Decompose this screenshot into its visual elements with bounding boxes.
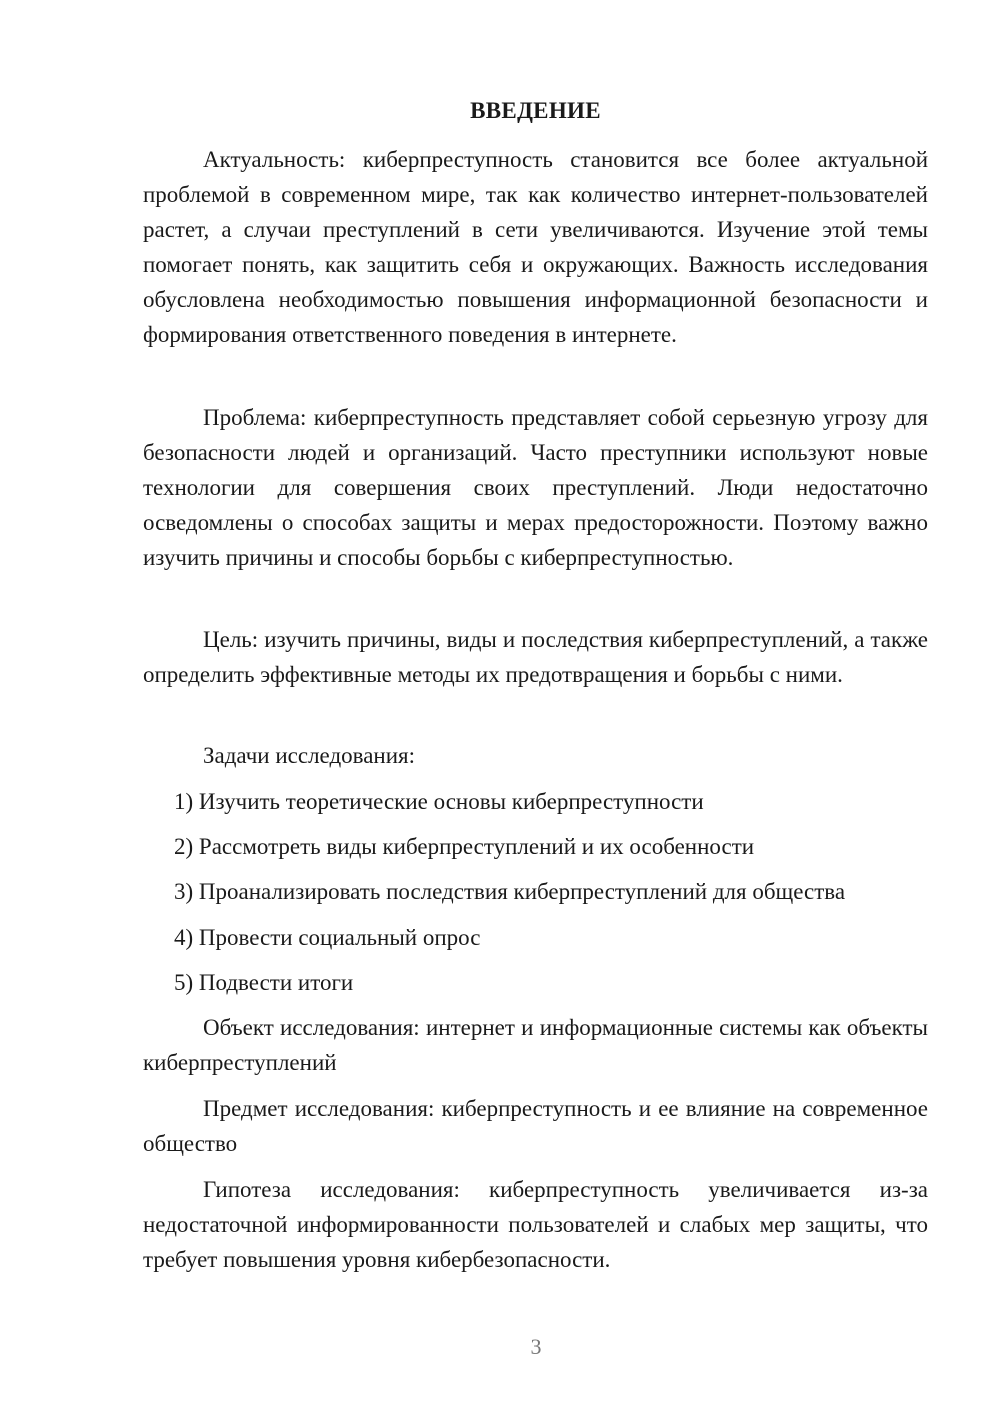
paragraph-hypothesis: Гипотеза исследования: киберпреступность увеличивается из-за недостаточной информированности пользователей и слабых мер защиты, что требует повышения уровня кибербезопасности. [143, 1177, 928, 1272]
list-item: 2) Рассмотреть виды киберпреступлений и их особенности [174, 834, 755, 859]
paragraph-subject: Предмет исследования: киберпреступность и ее влияние на современное общество [143, 1096, 928, 1156]
paragraph-problem: Проблема: киберпреступность представляет собой серьезную угрозу для безопасности людей и организаций. Часто преступники используют новые технологии для совершения своих преступлений. Люди недостаточно осведомлены о способах защиты и мерах предосторожности. Поэтому важно изучить причины и способы борьбы с киберпреступностью. [143, 405, 928, 570]
paragraph-relevance: Актуальность: киберпреступность становится все более актуальной проблемой в современном мире, так как количество интернет-пользователей растет, а случаи преступлений в сети увеличиваются. Изучение этой темы помогает понять, как защитить себя и окружающих. Важность исследования обусловлена необходимостью повышения информационной безопасности и формирования ответственного поведения в интернете. [143, 147, 928, 347]
list-item: 4) Провести социальный опрос [174, 925, 481, 950]
list-item: 3) Проанализировать последствия киберпреступлений для общества [174, 879, 846, 904]
tasks-heading: Задачи исследования: [203, 743, 416, 768]
paragraph-object: Объект исследования: интернет и информационные системы как объекты киберпреступлений [143, 1015, 928, 1075]
page-number: 3 [530, 1334, 542, 1359]
page-title: ВВЕДЕНИЕ [470, 98, 601, 123]
list-item: 1) Изучить теоретические основы киберпреступности [174, 789, 704, 814]
list-item: 5) Подвести итоги [174, 970, 354, 995]
paragraph-goal: Цель: изучить причины, виды и последствия киберпреступлений, а также определить эффективные методы их предотвращения и борьбы с ними. [143, 627, 928, 687]
